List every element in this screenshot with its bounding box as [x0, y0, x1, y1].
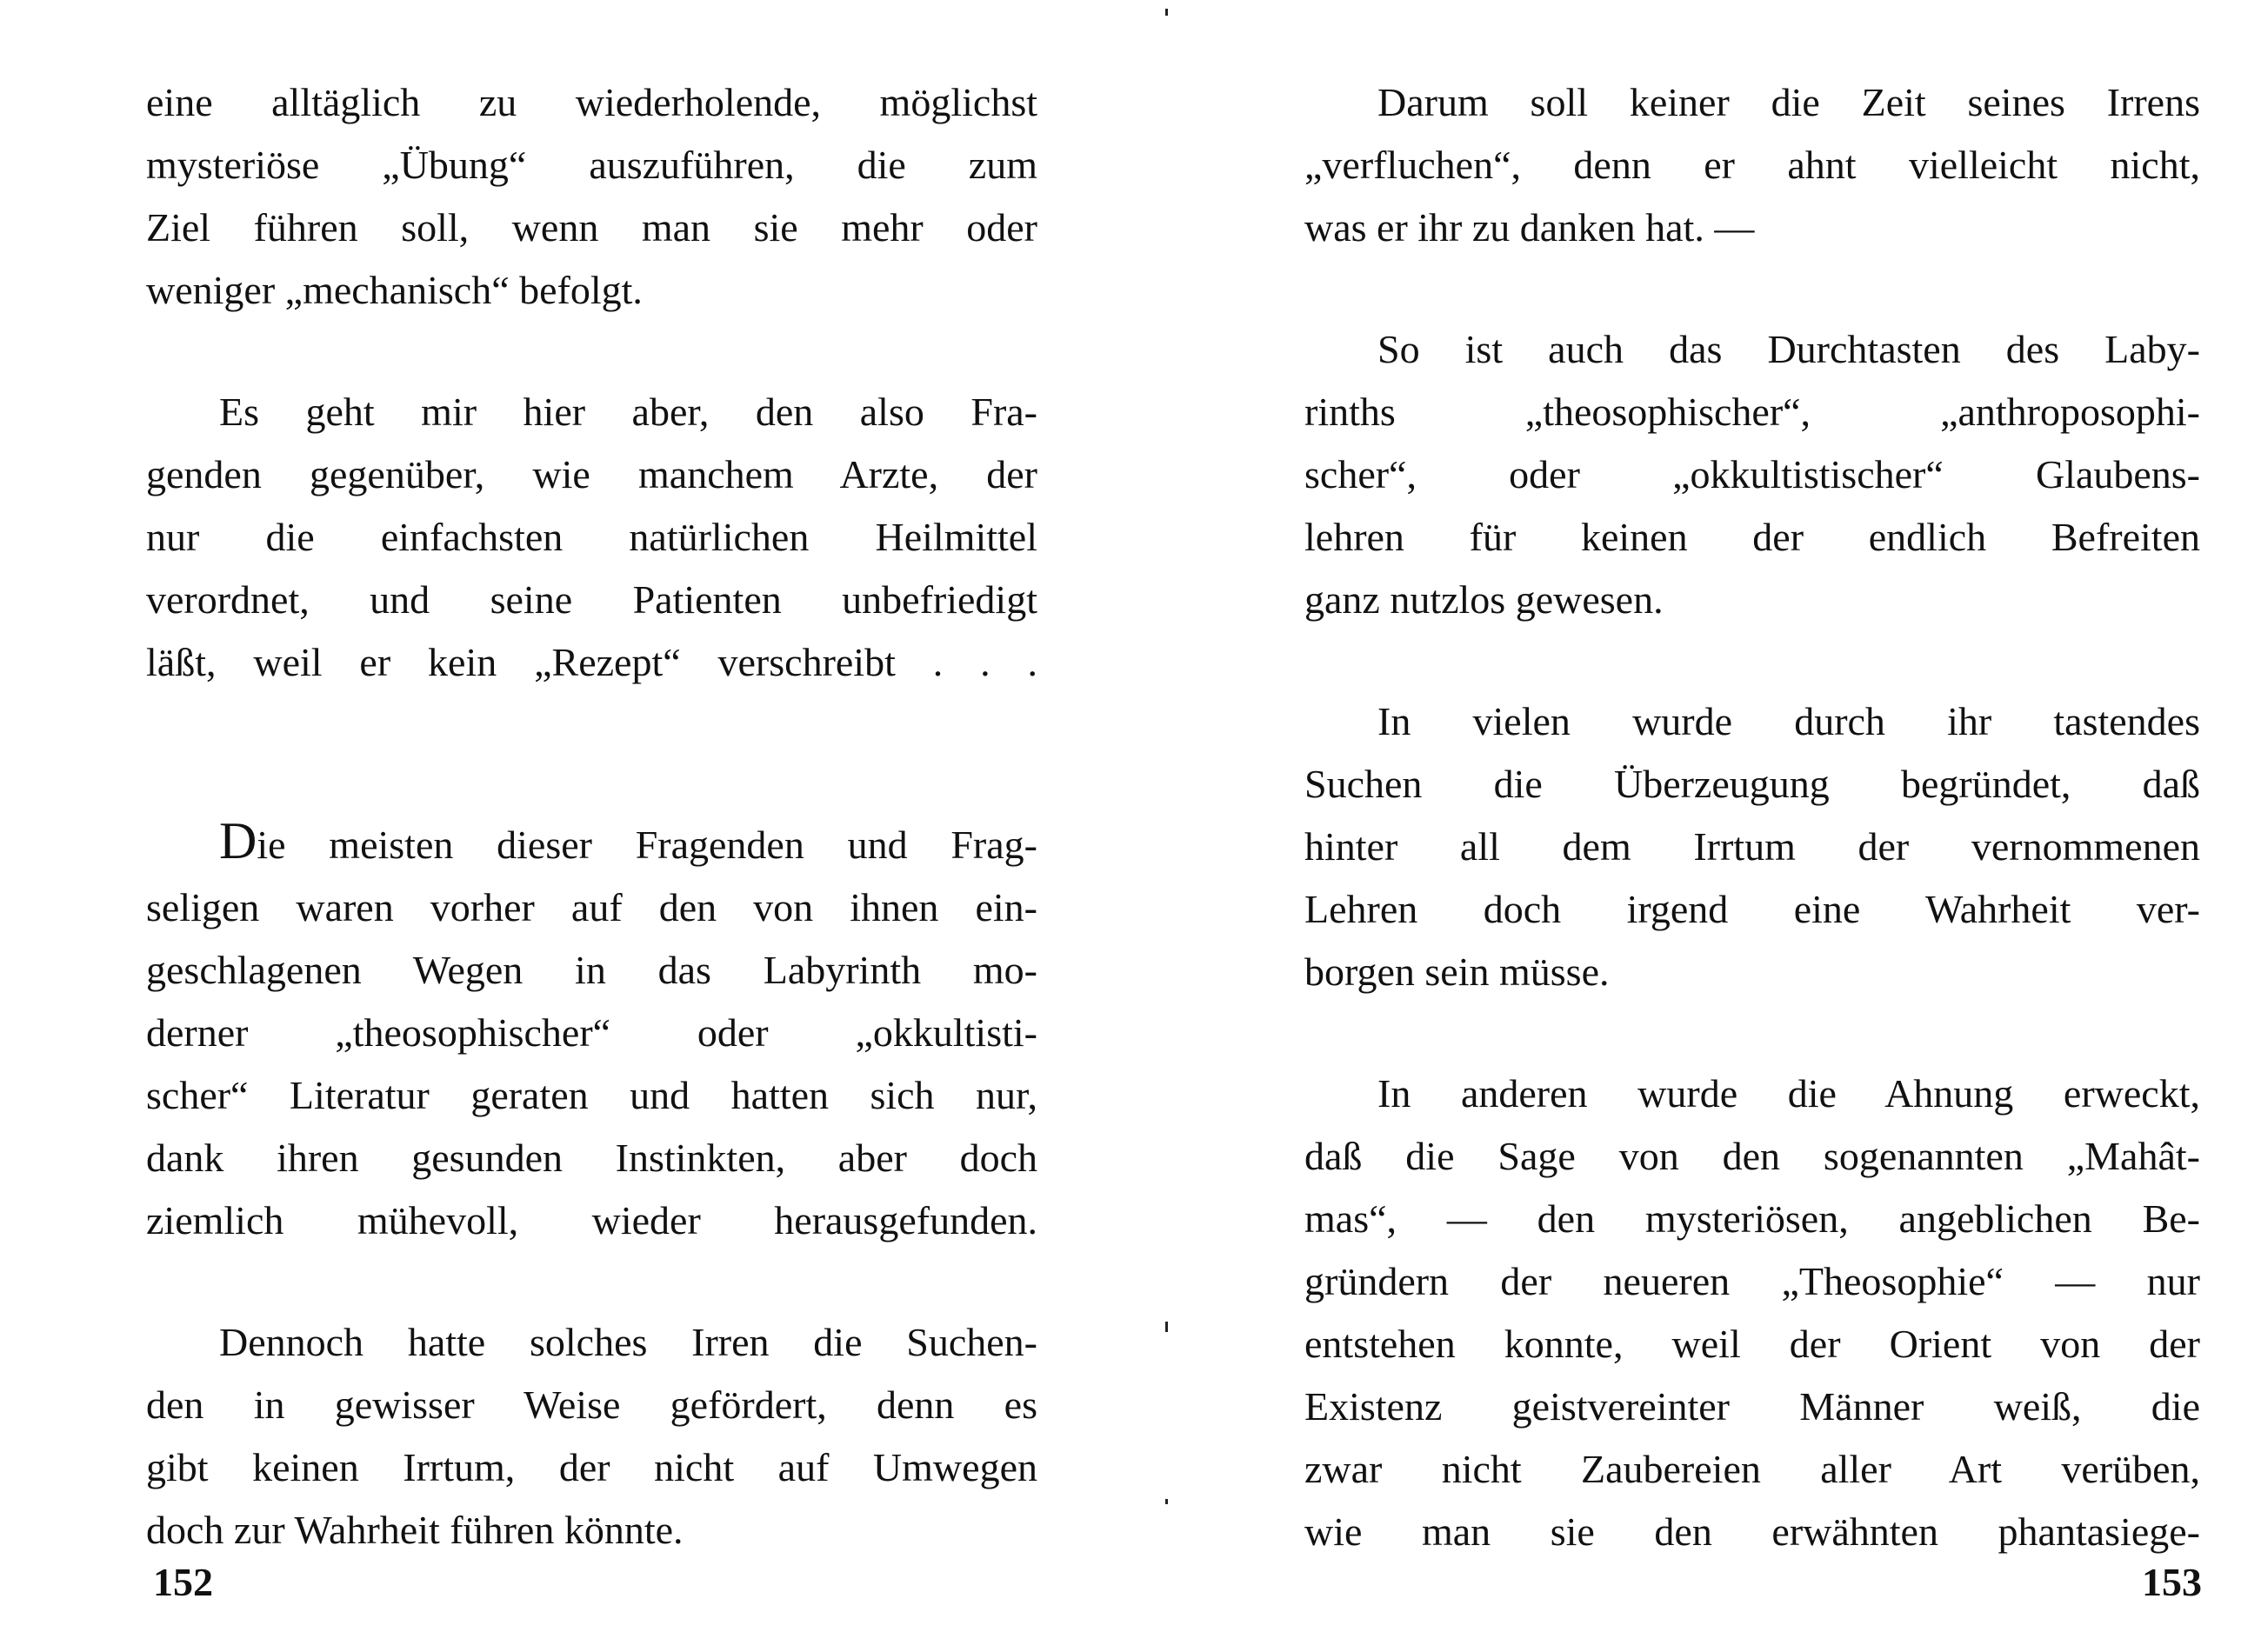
paragraph [146, 814, 1037, 1252]
text-line: mas“, — den mysteriösen, angeblichen Be- [1304, 1196, 2200, 1241]
text-line: entstehen konnte, weil der Orient von der [1304, 1322, 2200, 1366]
text-line-rest: ie meisten dieser Fragenden und Frag- [257, 823, 1037, 867]
text-line: nur die einfachsten natürlichen Heilmittel [146, 515, 1037, 559]
text-line: In vielen wurde durch ihr tastendes [1377, 699, 2200, 743]
drop-cap: D [219, 812, 257, 869]
text-line: So ist auch das Durchtasten des Laby- [1377, 327, 2200, 371]
paragraph [146, 1311, 1037, 1562]
text-line: läßt, weil er kein „Rezept“ verschreibt . . . [146, 640, 1037, 684]
text-line: was er ihr zu danken hat. — [1304, 205, 1755, 250]
text-line: den in gewisser Weise gefördert, denn es [146, 1382, 1037, 1427]
right-page [1165, 0, 2261, 1652]
text-line: weniger „mechanisch“ befolgt. [146, 268, 643, 312]
paragraph-gap [1304, 631, 2200, 690]
text-line: Ziel führen soll, wenn man sie mehr oder [146, 205, 1037, 250]
page-number: 152 [153, 1560, 213, 1604]
text-line: lehren für keinen der endlich Befreiten [1304, 515, 2200, 559]
text-line: gründern der neueren „Theosophie“ — nur [1304, 1259, 2200, 1303]
left-text-column [146, 71, 1037, 1562]
text-line-with-dropcap [146, 814, 1037, 876]
text-line: Es geht mir hier aber, den also Fra- [219, 390, 1037, 434]
text-line: genden gegenüber, wie manchem Arzte, der [146, 452, 1037, 496]
text-line: In anderen wurde die Ahnung erweckt, [1377, 1071, 2200, 1116]
text-line: seligen waren vorher auf den von ihnen ein- [146, 885, 1037, 929]
text-line: borgen sein müsse. [1304, 949, 1610, 994]
paragraph-gap [1304, 259, 2200, 318]
paragraph [1304, 71, 2200, 259]
text-line: Darum soll keiner die Zeit seines Irrens [1377, 80, 2200, 124]
text-line: dank ihren gesunden Instinkten, aber doch [146, 1136, 1037, 1180]
text-line: scher“ Literatur geraten und hatten sich nur, [146, 1073, 1037, 1117]
text-line: eine alltäglich zu wiederholende, möglichst [146, 80, 1037, 124]
text-line: zwar nicht Zaubereien aller Art verüben, [1304, 1447, 2200, 1491]
paragraph [1304, 1062, 2200, 1563]
text-line: daß die Sage von den sogenannten „Mahât- [1304, 1134, 2200, 1178]
paragraph-gap [1304, 1003, 2200, 1062]
page-number: 153 [2142, 1560, 2202, 1604]
paragraph [1304, 318, 2200, 631]
text-line: mysteriöse „Übung“ auszuführen, die zum [146, 143, 1037, 187]
text-line: rinths „theosophischer“, „anthroposophi- [1304, 390, 2200, 434]
text-line: „verfluchen“, denn er ahnt vielleicht nicht, [1304, 143, 2200, 187]
text-line: doch zur Wahrheit führen könnte. [146, 1508, 684, 1552]
text-line: ziemlich mühevoll, wieder herausgefunden. [146, 1198, 1037, 1242]
text-line: wie man sie den erwähnten phantasiege- [1304, 1509, 2200, 1554]
paragraph-gap [146, 1252, 1037, 1311]
text-line: hinter all dem Irrtum der vernommenen [1304, 824, 2200, 869]
text-line: Lehren doch irgend eine Wahrheit ver- [1304, 887, 2200, 931]
text-line: scher“, oder „okkultistischer“ Glaubens- [1304, 452, 2200, 496]
paragraph [146, 381, 1037, 694]
text-line: verordnet, und seine Patienten unbefriedigt [146, 577, 1037, 622]
section-gap [146, 694, 1037, 814]
right-text-column [1304, 71, 2200, 1563]
text-line: Suchen die Überzeugung begründet, daß [1304, 762, 2200, 806]
text-line: derner „theosophischer“ oder „okkultisti- [146, 1010, 1037, 1055]
paragraph [146, 71, 1037, 322]
text-line: Existenz geistvereinter Männer weiß, die [1304, 1384, 2200, 1429]
text-line: Dennoch hatte solches Irren die Suchen- [219, 1320, 1037, 1364]
text-line: ganz nutzlos gewesen. [1304, 577, 1664, 622]
text-line: gibt keinen Irrtum, der nicht auf Umwegen [146, 1445, 1037, 1489]
paragraph-gap [146, 322, 1037, 381]
paragraph [1304, 690, 2200, 1003]
text-line: geschlagenen Wegen in das Labyrinth mo- [146, 948, 1037, 992]
